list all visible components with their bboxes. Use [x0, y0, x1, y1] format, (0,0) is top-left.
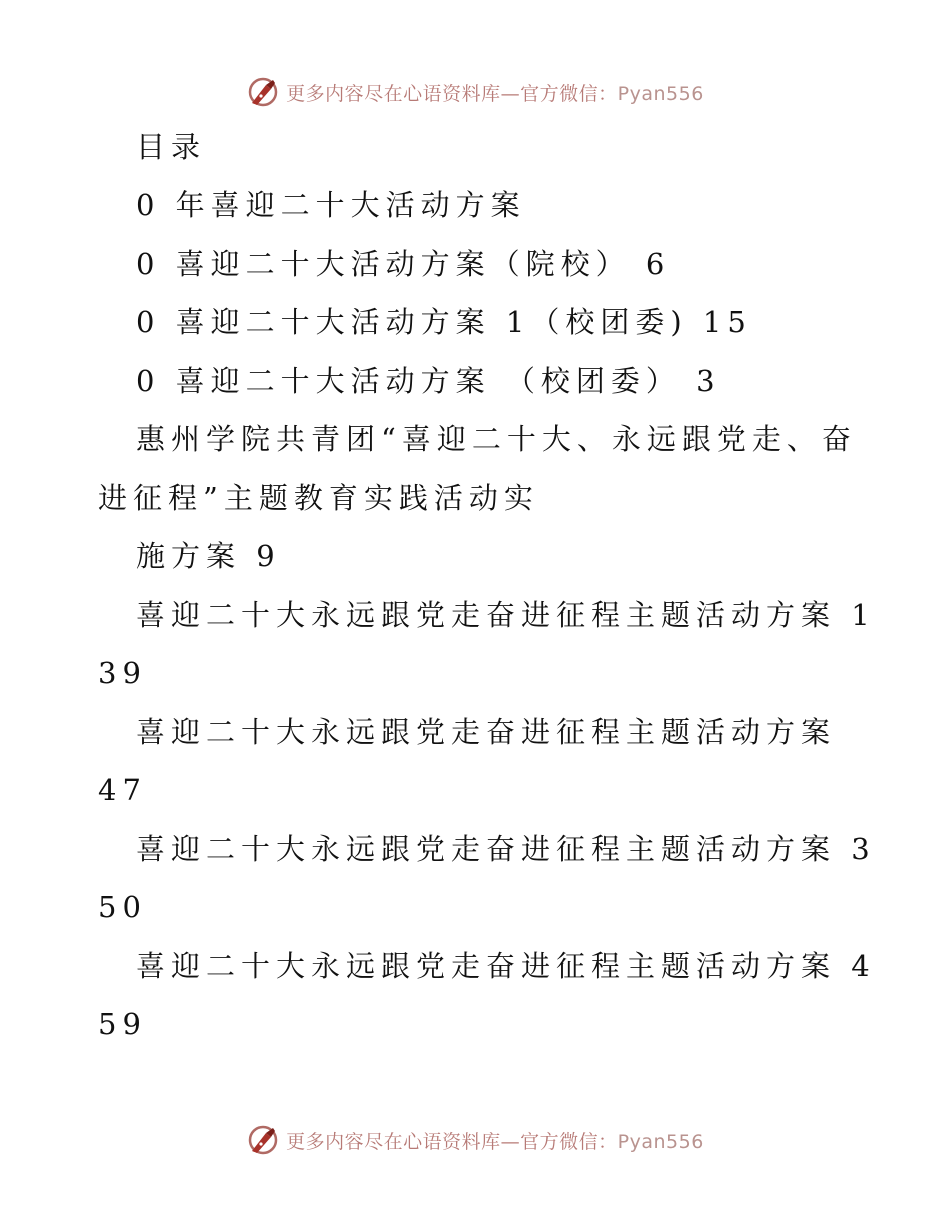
toc-entry-page-number: 39	[98, 656, 147, 690]
toc-entry: 0 喜迎二十大活动方案 1（校团委) 15	[136, 305, 752, 339]
toc-entry: 0 喜迎二十大活动方案 （校团委） 3	[136, 364, 721, 398]
footer-watermark	[0, 1120, 950, 1160]
toc-entry: 喜迎二十大永远跟党走奋进征程主题活动方案 4	[136, 949, 876, 983]
toc-entry: 喜迎二十大永远跟党走奋进征程主题活动方案 1	[136, 598, 876, 632]
toc-title: 目录	[136, 130, 207, 164]
watermark-text: 更多内容尽在心语资料库—官方微信：Pyan556	[286, 82, 704, 105]
toc-entry-continuation: 施方案 9	[136, 539, 281, 573]
toc-entry-page-number: 47	[98, 773, 147, 807]
toc-entry-page-number: 59	[98, 1007, 147, 1041]
toc-entry: 惠州学院共青团“喜迎二十大、永远跟党走、奋	[136, 422, 857, 456]
toc-entry-continuation: 进征程”主题教育实践活动实	[98, 481, 539, 515]
watermark-text: 更多内容尽在心语资料库—官方微信：Pyan556	[286, 1130, 704, 1153]
toc-entry: 0 喜迎二十大活动方案（院校） 6	[136, 247, 671, 281]
pen-nib-logo-icon	[246, 75, 280, 109]
header-watermark	[0, 72, 950, 112]
toc-entry: 喜迎二十大永远跟党走奋进征程主题活动方案 3	[136, 832, 876, 866]
toc-entry-page-number: 50	[98, 890, 147, 924]
pen-nib-logo-icon	[246, 1123, 280, 1157]
toc-entry: 0 年喜迎二十大活动方案	[136, 188, 526, 222]
toc-entry: 喜迎二十大永远跟党走奋进征程主题活动方案	[136, 715, 837, 749]
